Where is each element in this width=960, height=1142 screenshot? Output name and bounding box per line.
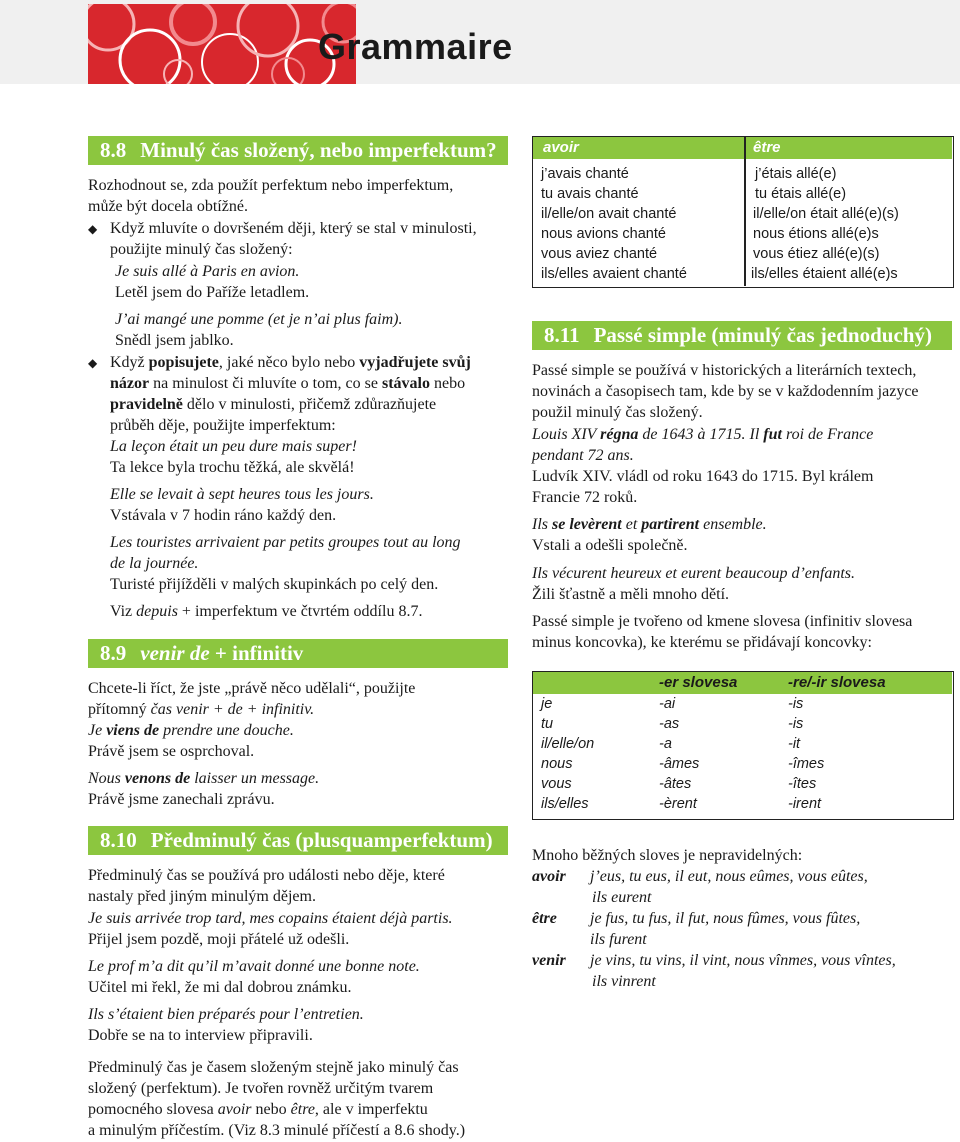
example-french: pendant 72 ans. <box>532 447 634 464</box>
example-french: Je viens de prendre une douche. <box>88 722 294 739</box>
example-czech: Letěl jsem do Paříže letadlem. <box>115 284 310 301</box>
table-cell: tu avais chanté <box>541 186 639 202</box>
section-title: Předminulý čas (plusquamperfektum) <box>150 828 493 852</box>
table-cell: nous <box>541 756 573 772</box>
example-french: La leçon était un peu dure mais super! <box>110 438 357 455</box>
paragraph-line: nastaly před jiným minulým dějem. <box>88 888 316 905</box>
verb-forms: ils vinrent <box>592 973 656 990</box>
table-cell: -is <box>788 716 804 732</box>
section-title: Minulý čas složený, nebo imperfektum? <box>140 138 497 162</box>
example-czech: Turisté přijížděli v malých skupinkách po celý den. <box>110 576 439 593</box>
bullet-line: názor na minulost či mluvíte o tom, co se stávalo nebo <box>110 375 466 392</box>
conjugation-table <box>532 136 954 288</box>
paragraph-line: novinách a časopisech tam, kde by se v každodenním jazyce <box>532 383 919 400</box>
example-czech: Dobře se na to interview připravili. <box>88 1027 313 1044</box>
section-title: Passé simple (minulý čas jednoduchý) <box>593 323 932 347</box>
section-heading-8-9: 8.9 venir de + infinitiv <box>88 639 508 668</box>
table-cell: tu <box>541 716 554 732</box>
table-cell: nous avions chanté <box>541 226 666 242</box>
table-cell: il/elle/on était allé(e)(s) <box>753 206 899 222</box>
section-heading-8-10 <box>88 826 508 855</box>
table-cell: -as <box>659 716 680 732</box>
diamond-bullet-icon: ◆ <box>88 222 98 236</box>
paragraph-line: přítomný čas venir + de + infinitiv. <box>88 701 315 718</box>
paragraph-line: Mnoho běžných sloves je nepravidelných: <box>532 847 803 864</box>
cross-reference: Viz depuis + imperfektum ve čtvrtém oddílu 8.7. <box>110 603 423 620</box>
example-french: Elle se levait à sept heures tous les jours. <box>110 486 374 503</box>
table-header: être <box>753 139 781 156</box>
page-title: Grammaire <box>318 26 513 67</box>
paragraph-line: Předminulý čas je časem složeným stejně jako minulý čas <box>88 1059 459 1076</box>
bullet-line: použijte minulý čas složený: <box>110 241 293 258</box>
verb-forms: je vins, tu vins, il vint, nous vînmes, vous vîntes, <box>590 952 896 969</box>
paragraph-line: pomocného slovesa avoir nebo être, ale v imperfektu <box>88 1101 428 1118</box>
table-cell: -îmes <box>788 756 825 772</box>
example-french: Nous venons de laisser un message. <box>88 770 320 787</box>
example-french: Ils s’étaient bien préparés pour l’entretien. <box>88 1006 364 1023</box>
example-french: Ils se levèrent et partirent ensemble. <box>532 516 767 533</box>
table-header: avoir <box>543 139 579 156</box>
verb-label: avoir <box>532 868 566 885</box>
example-czech: Právě jsme zanechali zprávu. <box>88 791 275 808</box>
table-cell: j’étais allé(e) <box>755 166 837 182</box>
example-french: Ils vécurent heureux et eurent beaucoup d’enfants. <box>532 565 855 582</box>
example-czech: Právě jsem se osprchoval. <box>88 743 255 760</box>
table-cell: -irent <box>788 796 822 812</box>
example-czech: Ludvík XIV. vládl od roku 1643 do 1715. Byl králem <box>532 468 874 485</box>
bullet-line: Když popisujete, jaké něco bylo nebo vyjadřujete svůj <box>110 354 471 371</box>
table-cell: -âmes <box>659 756 700 772</box>
circles-decoration <box>88 4 356 84</box>
example-french: de la journée. <box>110 555 199 572</box>
paragraph-line: a minulým příčestím. (Viz 8.3 minulé příčestí a 8.6 shody.) <box>88 1122 466 1139</box>
section-number: 8.10 <box>100 828 137 852</box>
example-czech: Ta lekce byla trochu těžká, ale skvělá! <box>110 459 355 476</box>
paragraph-line: Chcete-li říct, že jste „právě něco udělali“, použijte <box>88 680 416 697</box>
bullet-line: pravidelně dělo v minulosti, přičemž zdůrazňujete <box>110 396 437 413</box>
table-cell: il/elle/on avait chanté <box>541 206 677 222</box>
verb-label: être <box>532 910 557 927</box>
table-cell: nous étions allé(e)s <box>753 226 879 242</box>
endings-table <box>532 671 954 820</box>
table-cell: tu étais allé(e) <box>755 186 847 202</box>
table-cell: -âtes <box>659 776 692 792</box>
section-heading-8-11 <box>532 321 952 350</box>
table-header-row <box>533 672 952 694</box>
example-french: Je suis arrivée trop tard, mes copains étaient déjà partis. <box>88 910 453 927</box>
verb-forms: ils furent <box>590 931 647 948</box>
section-heading-8-8 <box>88 136 508 165</box>
section-number: 8.8 <box>100 138 127 162</box>
paragraph-line: Passé simple se používá v historických a literárních textech, <box>532 362 917 379</box>
example-french: J’ai mangé une pomme (et je n’ai plus faim). <box>115 311 403 328</box>
table-cell: ils/elles étaient allé(e)s <box>751 266 898 282</box>
example-czech: Snědl jsem jablko. <box>115 332 234 349</box>
table-cell: -îtes <box>788 776 817 792</box>
verb-forms: j’eus, tu eus, il eut, nous eûmes, vous eûtes, <box>590 868 868 885</box>
example-czech: Žili šťastně a měli mnoho dětí. <box>532 586 730 603</box>
verb-label: venir <box>532 952 566 969</box>
table-cell: -it <box>788 736 801 752</box>
bullet-line: průběh děje, použijte imperfektum: <box>110 417 336 434</box>
bullet-line: Když mluvíte o dovršeném ději, který se stal v minulosti, <box>110 220 477 237</box>
table-cell: il/elle/on <box>541 736 595 752</box>
table-cell: vous <box>541 776 572 792</box>
example-czech: Francie 72 roků. <box>532 489 638 506</box>
paragraph-line: může být docela obtížné. <box>88 198 248 215</box>
section-number: 8.11 <box>544 323 580 347</box>
example-french: Louis XIV régna de 1643 à 1715. Il fut roi de France <box>532 426 874 443</box>
table-header: -er slovesa <box>659 674 738 691</box>
header-artwork <box>88 4 356 84</box>
table-cell: ils/elles <box>541 796 589 812</box>
section-number: 8.9 <box>100 641 127 665</box>
table-cell: vous aviez chanté <box>541 246 658 262</box>
paragraph-line: Předminulý čas se používá pro události nebo děje, které <box>88 867 445 884</box>
table-cell: -is <box>788 696 804 712</box>
table-cell: -èrent <box>659 796 697 812</box>
verb-forms: ils eurent <box>592 889 652 906</box>
table-header-row <box>533 137 952 159</box>
table-cell: je <box>541 696 553 712</box>
diamond-bullet-icon: ◆ <box>88 356 98 370</box>
example-czech: Přijel jsem pozdě, moji přátelé už odešli. <box>88 931 350 948</box>
table-header: -re/-ir slovesa <box>788 674 886 691</box>
table-cell: vous étiez allé(e)(s) <box>753 246 880 262</box>
example-french: Je suis allé à Paris en avion. <box>115 263 300 280</box>
table-cell: ils/elles avaient chanté <box>541 266 687 282</box>
example-french: Les touristes arrivaient par petits groupes tout au long <box>110 534 461 551</box>
paragraph-line: Rozhodnout se, zda použít perfektum nebo imperfektum, <box>88 177 454 194</box>
table-cell: j’avais chanté <box>541 166 629 182</box>
example-czech: Učitel mi řekl, že mi dal dobrou známku. <box>88 979 352 996</box>
paragraph-line: použil minulý čas složený. <box>532 404 703 421</box>
paragraph-line: složený (perfektum). Je tvořen rovněž určitým tvarem <box>88 1080 434 1097</box>
table-cell: -a <box>659 736 672 752</box>
example-czech: Vstávala v 7 hodin ráno každý den. <box>110 507 337 524</box>
example-french: Le prof m’a dit qu’il m’avait donné une bonne note. <box>88 958 420 975</box>
paragraph-line: Passé simple je tvořeno od kmene slovesa (infinitiv slovesa <box>532 613 913 630</box>
verb-forms: je fus, tu fus, il fut, nous fûmes, vous fûtes, <box>590 910 861 927</box>
paragraph-line: minus koncovka), ke kterému se přidávají koncovky: <box>532 634 872 651</box>
table-divider <box>744 137 746 286</box>
table-cell: -ai <box>659 696 676 712</box>
example-czech: Vstali a odešli společně. <box>532 537 688 554</box>
